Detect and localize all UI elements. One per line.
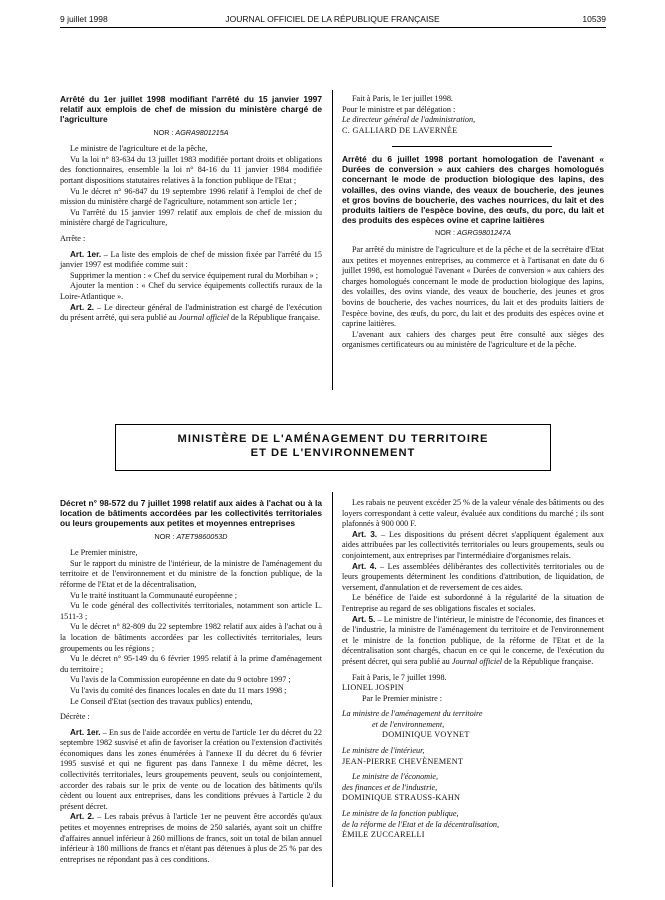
- signer-name: ÉMILE ZUCCARELLI: [342, 830, 425, 840]
- nor-reference: NOR : AGRA9801215A: [153, 127, 229, 137]
- section-decret-suite: [342, 498, 604, 841]
- paragraph: L'avenant aux cahiers des charges peut être consulté aux sièges des organismes certificateurs ou au ministère de l'agriculture et de la pêche.: [342, 329, 604, 350]
- signer-role: Le ministre de la fonction publique,: [342, 809, 459, 819]
- section-separator: [392, 146, 552, 147]
- header-rule: [60, 27, 606, 28]
- article-2: Art. 2. – Les rabais prévus à l'article 1er ne peuvent être accordés qu'aux petites et moyennes entreprises de moins de 250 salariés, ayant soit un chiffre d'affaires annuel inférieur à 260 millions de francs, soit un total de bilan annuel inférieur à 180 millions de francs et n'étant pas détenues à plus de 25 % par des entreprises ne répondant pas à ces conditions.: [60, 812, 322, 864]
- paragraph: Le Conseil d'Etat (section des travaux publics) entendu,: [70, 696, 253, 706]
- signature-date: Fait à Paris, le 7 juillet 1998.: [352, 672, 447, 682]
- paragraph: Par arrêté du ministre de l'agriculture et de la pêche et de la secrétaire d'Etat aux petites et moyennes entreprises, au commerce et à l'artisanat en date du 6 juillet 1998, est homologué l'avenant « Durées de conversion » aux cahiers des charges homologués concernant le mode de production biologique des lapins, des volailles, des ovins viande, des veaux de boucherie, des jeunes et gros bovins de boucherie, des vaches nourrices, du lait et des produits laitiers de l'espèce bovine, des œufs, du porc, du lait et des produits des espèces ovine et caprine laitières.: [342, 245, 604, 329]
- signature-block-agriculture: [342, 94, 604, 136]
- paragraph: Vu l'avis de la Commission européenne en date du 9 octobre 1997 ;: [70, 675, 291, 685]
- section-arrete-agriculture: [60, 94, 322, 324]
- article-5: Art. 5. – Le ministre de l'intérieur, le ministre de l'économie, des finances et de l'industrie, la ministre de l'aménagement du territoire et de l'environnement et le ministre de la fonction publique, de la réforme de l'Etat et de la décentralisation sont chargés, chacun en ce qui le concerne, de l'exécution du présent décret, qui sera publié au Journal officiel de la République française.: [342, 614, 604, 666]
- paragraph: Vu l'avis du comité des finances locales en date du 11 mars 1998 ;: [70, 685, 287, 695]
- signer-name: DOMINIQUE VOYNET: [382, 730, 470, 740]
- article-4: Art. 4. – Les assemblées délibérantes des collectivités territoriales ou de leurs groupements déterminent les conditions d'attribution, de liquidation, de versement, d'annulation et de reversement de ces aides.: [342, 561, 604, 592]
- ministry-banner: [115, 424, 551, 471]
- decrete-heading: Décrète :: [60, 712, 90, 722]
- article-2: Art. 2. – Le directeur général de l'administration est chargé de l'exécution du présent arrêté, qui sera publié au Journal officiel de la République française.: [60, 302, 322, 323]
- paragraph: Le ministre de l'agriculture et de la pêche,: [70, 144, 208, 154]
- paragraph: Vu le décret n° 96-847 du 19 septembre 1996 relatif à l'emploi de chef de mission du ministère chargé de l'agriculture, notamment son article 1er ;: [60, 186, 322, 207]
- signer-name: C. GALLIARD DE LAVERNÉE: [342, 125, 458, 135]
- signer-role: Le ministre de l'économie,: [352, 772, 439, 782]
- paragraph: Vu l'arrêté du 15 janvier 1997 relatif aux emplois de chef de mission du ministère chargé de l'agriculture,: [60, 207, 322, 228]
- paragraph: Fait à Paris, le 1er juillet 1998.: [352, 94, 453, 103]
- article-3: Art. 3. – Les dispositions du présent décret s'appliquent également aux aides attribuées par les collectivités territoriales ou leurs groupements, seuls ou conjointement, aux entreprises par l'intermédiaire d'organismes relais.: [342, 529, 604, 560]
- ministry-line-2: ET DE L'ENVIRONNEMENT: [250, 447, 416, 459]
- paragraph: Vu le code général des collectivités territoriales, notamment son article L. 1511-3 ;: [60, 601, 322, 621]
- section-title: Arrêté du 1er juillet 1998 modifiant l'arrêté du 15 janvier 1997 relatif aux emplois de chef de mission du ministère chargé de l'agriculture: [60, 94, 322, 125]
- arrete-heading: Arrête :: [60, 233, 86, 243]
- paragraph: Vu le décret n° 82-809 du 22 septembre 1982 relatif aux aides à l'achat ou à la location de bâtiments accordées par les collectivités territoriales, leurs groupements ou les régions ;: [60, 622, 322, 653]
- paragraph: Le Premier ministre,: [70, 548, 138, 558]
- section-title: Décret n° 98-572 du 7 juillet 1998 relatif aux aides à l'achat ou à la location de bâtiments accordées par les collectivités territoriales ou leurs groupements aux petites et moyennes entreprises: [60, 498, 322, 529]
- paragraph: Vu le décret n° 95-149 du 6 février 1995 relatif à la prime d'aménagement du territoire ;: [60, 654, 322, 674]
- section-arrete-biologique: [342, 154, 604, 351]
- paragraph: Vu la loi n° 83-634 du 13 juillet 1983 modifiée portant droits et obligations des fonctionnaires, ensemble la loi n° 84-16 du 11 janvier 1984 modifiée portant dispositions statutaires relatives à la fonction publique de l'Etat ;: [60, 154, 322, 185]
- signer-role: des finances et de l'industrie,: [342, 782, 438, 792]
- header-page-number: 10539: [582, 14, 606, 24]
- section-decret-aides: [60, 498, 322, 865]
- signer-role: de la réforme de l'Etat et de la décentralisation,: [342, 819, 500, 829]
- nor-reference: NOR : ATET9860053D: [154, 531, 228, 541]
- paragraph: Les rabais ne peuvent excéder 25 % de la valeur vénale des bâtiments ou des loyers correspondant à cette valeur, évaluée aux conditions du marché ; ils sont plafonnés à 900 000 F.: [342, 498, 604, 529]
- signer-role: Le ministre de l'intérieur,: [342, 746, 425, 756]
- paragraph: Le bénéfice de l'aide est subordonné à la régularité de la situation de l'entreprise au regard de ses obligations fiscales et sociales.: [342, 593, 604, 613]
- signer-role: La ministre de l'aménagement du territoire: [342, 709, 483, 719]
- header-journal: JOURNAL OFFICIEL DE LA RÉPUBLIQUE FRANÇAISE: [225, 14, 440, 24]
- signer-role: et de l'environnement,: [372, 719, 445, 729]
- signer-name: JEAN-PIERRE CHEVÈNEMENT: [342, 756, 464, 766]
- signer-name-pm: LIONEL JOSPIN: [342, 683, 405, 693]
- article-1: Art. 1er. – En sus de l'aide accordée en vertu de l'article 1er du décret du 22 septembre 1982 susvisé et afin de favoriser la création ou l'extension d'activités économiques dans les zones énumérées à l'annexe II du décret du 6 février 1995 susvisé et qui ne figurent pas dans l'annexe I du même décret, les collectivités territoriales, leurs groupements peuvent, seuls ou conjointement, accorder des rabais sur le prix de vente ou de location des bâtiments qu'ils cèdent ou louent aux entreprises, dans les conditions prévues à l'article 2 du présent décret.: [60, 727, 322, 811]
- signer-role: Le directeur général de l'administration,: [342, 115, 476, 125]
- paragraph: Sur le rapport du ministre de l'intérieur, de la ministre de l'aménagement du territoire et de l'environnement et du ministre de la fonction publique, de la réforme de l'Etat et de la décentralisation,: [60, 558, 322, 589]
- paragraph: Par le Premier ministre :: [362, 693, 443, 703]
- signer-name: DOMINIQUE STRAUSS-KAHN: [342, 793, 461, 803]
- article-1: Art. 1er. – La liste des emplois de chef de mission fixée par l'arrêté du 15 janvier 1997 est modifiée comme suit :: [60, 249, 322, 270]
- paragraph: Supprimer la mention : « Chef du service équipement rural du Morbihan » ;: [70, 270, 319, 280]
- header-date: 9 juillet 1998: [60, 14, 108, 24]
- nor-reference: NOR : AGRG9801247A: [435, 228, 511, 238]
- paragraph: Ajouter la mention : « Chef du service équipements collectifs ruraux de la Loire-Atlantique ».: [60, 281, 322, 301]
- column-divider: [332, 90, 333, 390]
- column-divider: [332, 492, 333, 887]
- ministry-line-1: MINISTÈRE DE L'AMÉNAGEMENT DU TERRITOIRE: [177, 433, 489, 445]
- section-title: Arrêté du 6 juillet 1998 portant homologation de l'avenant « Durées de conversion » aux cahiers des charges homologués concernant le mode de production biologique des lapins, des volailles, des ovins viande, des veaux de boucherie, des jeunes et gros bovins de boucherie, des vaches nourrices, du lait et des produits laitiers de l'espèce bovine, des œufs, du porc, du lait et des produits des espèces ovine et caprine laitières: [342, 154, 604, 226]
- paragraph: Vu le traité instituant la Communauté européenne ;: [70, 590, 238, 600]
- paragraph: Pour le ministre et par délégation :: [342, 104, 456, 114]
